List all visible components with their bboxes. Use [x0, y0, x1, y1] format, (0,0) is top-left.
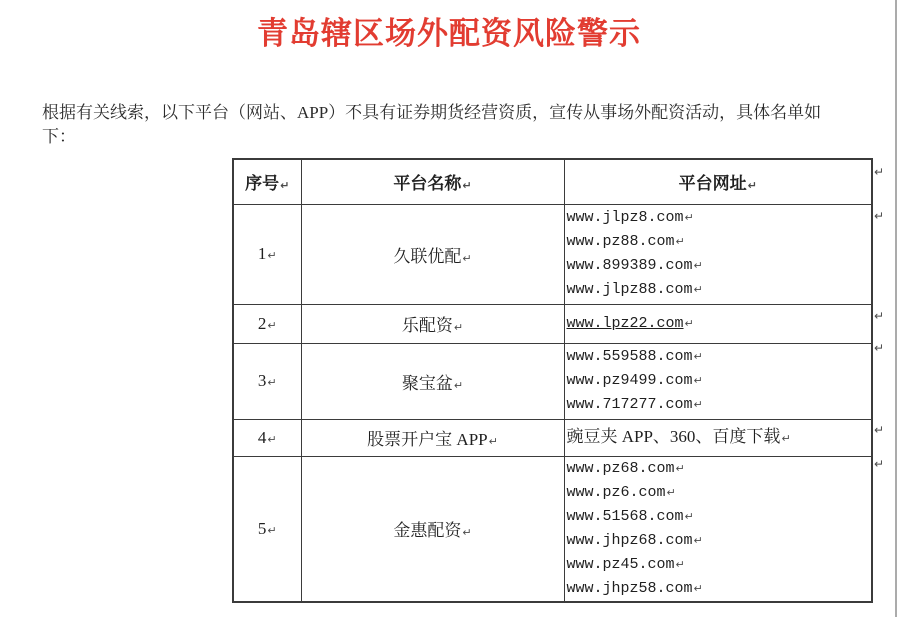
platform-urls-cell: [564, 456, 872, 602]
platform-name-cell-label: 乐配资: [401, 316, 453, 335]
row-number-cell: [233, 343, 301, 419]
end-of-row-mark: ↵: [874, 165, 885, 179]
platform-url-label: www.51568.com: [566, 507, 684, 525]
row-number-cell-label: 4: [257, 427, 267, 447]
platform-url-label: www.jhpz58.com: [566, 579, 693, 597]
platform-url: [567, 505, 872, 529]
row-number-cell: [233, 304, 301, 343]
end-of-row-mark: ↵: [874, 209, 885, 223]
platform-url-label: www.pz9499.com: [566, 372, 693, 389]
platform-name-cell-label: 久联优配: [393, 246, 462, 266]
paragraph-mark: ↵: [693, 259, 703, 272]
platform-table: [232, 158, 873, 603]
row-number-cell: [233, 456, 301, 602]
platform-url: [567, 529, 872, 553]
row-number-cell-label: 5: [257, 518, 267, 538]
platform-table-wrap: [232, 158, 885, 603]
end-of-row-mark: ↵: [874, 309, 885, 323]
platform-url-label: www.pz45.com: [566, 555, 675, 573]
platform-urls-cell: [564, 304, 872, 343]
platform-url-label: www.899389.com: [566, 257, 693, 274]
end-of-row-mark: ↵: [874, 423, 885, 437]
row-number-cell-label: 1: [257, 244, 267, 263]
platform-name-cell: [301, 343, 564, 419]
paragraph-mark: ↵: [693, 581, 703, 595]
intro-paragraph: 根据有关线索，以下平台（网站、APP）不具有证券期货经营资质，宣传从事场外配资活动，具体名单如下：: [42, 103, 822, 146]
platform-name-cell: [301, 204, 564, 304]
platform-url: [567, 345, 872, 369]
paragraph-mark: ↵: [267, 249, 277, 262]
paragraph-mark: ↵: [781, 431, 791, 445]
column-header-label: 平台网址: [678, 174, 747, 194]
platform-name-cell-label: 聚宝盆: [401, 373, 453, 393]
paragraph-mark: ↵: [462, 179, 472, 193]
platform-url-label: www.pz6.com: [566, 483, 666, 501]
end-of-row-mark: ↵: [874, 457, 885, 471]
paragraph-mark: ↵: [675, 461, 685, 475]
platform-url-label: www.717277.com: [566, 396, 693, 413]
platform-url: [567, 481, 872, 505]
paragraph-mark: ↵: [267, 523, 277, 537]
paragraph-mark: ↵: [684, 316, 694, 330]
column-header-label: 平台名称: [393, 174, 462, 194]
paragraph-mark: ↵: [693, 283, 703, 296]
paragraph-mark: ↵: [462, 526, 472, 539]
platform-name-cell: [301, 304, 564, 343]
paragraph-mark: ↵: [684, 509, 694, 523]
column-header-label: 序号: [245, 174, 280, 194]
paragraph-mark: ↵: [453, 378, 464, 392]
row-number-cell-label: 2: [257, 313, 267, 333]
platform-url-label: www.559588.com: [566, 348, 693, 365]
platform-url: [567, 369, 872, 393]
paragraph-mark: ↵: [267, 432, 277, 446]
platform-url-label: www.lpz22.com: [566, 314, 684, 332]
platform-url-label: www.jlpz8.com: [566, 209, 684, 226]
platform-name-cell-label: 金惠配资: [393, 521, 462, 540]
table-row: [233, 304, 872, 343]
paragraph-mark: ↵: [693, 533, 703, 547]
platform-url: [567, 457, 872, 481]
row-number-cell: [233, 204, 301, 304]
end-of-row-mark: ↵: [874, 341, 885, 355]
platform-url-label: www.pz68.com: [566, 459, 675, 477]
platform-url: [567, 553, 872, 577]
platform-url: [567, 206, 872, 230]
paragraph-mark: ↵: [693, 374, 703, 387]
platform-url: [567, 230, 872, 254]
table-row: [233, 456, 872, 602]
paragraph-mark: ↵: [693, 398, 703, 411]
paragraph-mark: ↵: [453, 321, 464, 334]
platform-name-cell: [301, 456, 564, 602]
platform-url: [567, 393, 872, 417]
paragraph-mark: ↵: [267, 376, 277, 389]
paragraph-mark: ↵: [267, 318, 277, 332]
platform-urls-cell: [564, 419, 872, 456]
table-row: [233, 204, 872, 304]
platform-url: [567, 577, 872, 601]
platform-name-cell-label: 股票开户宝 APP: [367, 430, 488, 449]
page-right-border: [895, 0, 897, 617]
table-row: [233, 419, 872, 456]
paragraph-mark: ↵: [462, 251, 472, 265]
platform-urls-cell: [564, 204, 872, 304]
page-title: 青岛辖区场外配资风险警示: [257, 16, 641, 51]
download-channels-text: [567, 425, 872, 451]
platform-url-label: www.jhpz68.com: [566, 531, 693, 549]
column-header: [301, 159, 564, 204]
paragraph-mark: ↵: [488, 435, 498, 448]
platform-name-cell: [301, 419, 564, 456]
paragraph-mark: ↵: [675, 557, 685, 571]
platform-url-label: www.pz88.com: [566, 233, 675, 250]
platform-url: [567, 278, 872, 302]
row-number-cell-label: 3: [257, 371, 267, 390]
paragraph-mark: ↵: [666, 485, 676, 499]
paragraph-mark: ↵: [693, 350, 703, 363]
paragraph-mark: ↵: [675, 235, 685, 248]
paragraph-mark: ↵: [684, 211, 694, 224]
paragraph-mark: ↵: [747, 179, 757, 193]
download-channels-label: 豌豆夹 APP、360、百度下载: [566, 426, 781, 446]
platform-url-label: www.jlpz88.com: [566, 281, 693, 298]
platform-url: [567, 254, 872, 278]
table-header-row: [233, 159, 872, 204]
platform-url[interactable]: [567, 312, 872, 336]
paragraph-mark: ↵: [280, 179, 290, 193]
column-header: [564, 159, 872, 204]
row-number-cell: [233, 419, 301, 456]
column-header: [233, 159, 301, 204]
table-row: [233, 343, 872, 419]
platform-urls-cell: [564, 343, 872, 419]
